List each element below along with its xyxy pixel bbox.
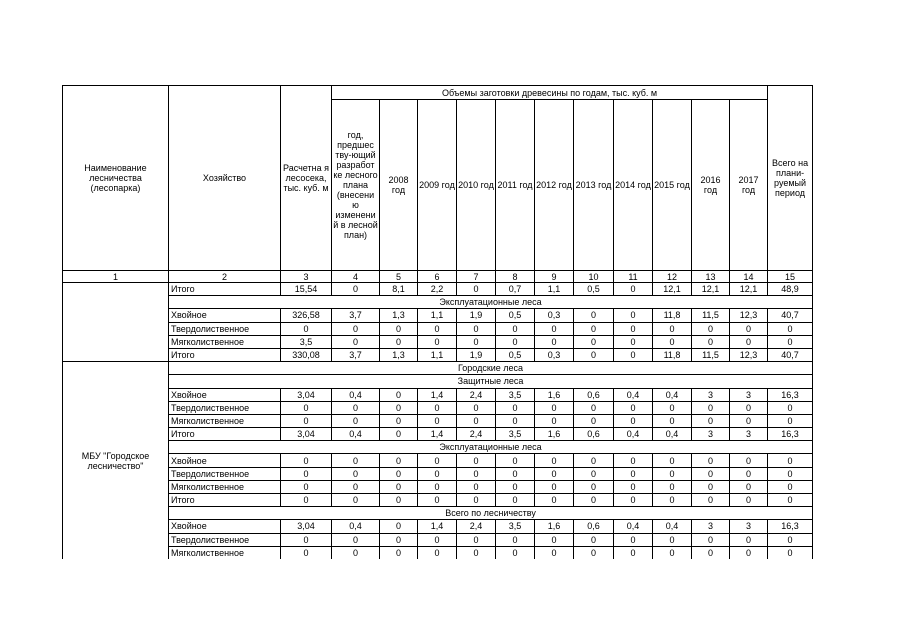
table-row (63, 335, 813, 348)
value-cell: 0 (768, 322, 813, 335)
value-cell: 0 (457, 322, 496, 335)
value-cell: 0 (457, 454, 496, 467)
table-row (63, 428, 813, 441)
value-cell: 11,5 (692, 309, 730, 322)
column-number: 12 (653, 271, 692, 283)
value-cell: 0 (574, 546, 614, 559)
value-cell: 0 (614, 401, 653, 414)
value-cell: 0 (281, 454, 332, 467)
value-cell: 0 (574, 494, 614, 507)
value-cell: 0 (653, 546, 692, 559)
value-cell: 3,7 (332, 348, 380, 361)
table-row (63, 467, 813, 480)
value-cell: 0 (380, 520, 418, 533)
value-cell: 0 (418, 335, 457, 348)
value-cell: 0 (380, 533, 418, 546)
value-cell: 0 (281, 467, 332, 480)
value-cell: 0,4 (653, 428, 692, 441)
farm-type-label: Итого (169, 283, 281, 296)
value-cell: 1,4 (418, 520, 457, 533)
table-row (63, 322, 813, 335)
value-cell: 0 (730, 533, 768, 546)
value-cell: 0 (457, 494, 496, 507)
value-cell: 0 (768, 480, 813, 493)
value-cell: 0 (380, 546, 418, 559)
value-cell: 0,4 (614, 520, 653, 533)
value-cell: 0 (653, 414, 692, 427)
value-cell: 0 (457, 533, 496, 546)
column-number: 13 (692, 271, 730, 283)
value-cell: 0 (653, 533, 692, 546)
column-number: 11 (614, 271, 653, 283)
value-cell: 0 (768, 414, 813, 427)
column-number: 3 (281, 271, 332, 283)
column-number: 1 (63, 271, 169, 283)
forestry-name-cell (63, 283, 169, 362)
value-cell: 0 (653, 322, 692, 335)
value-cell: 0 (768, 335, 813, 348)
value-cell: 0 (418, 414, 457, 427)
section-title: Городские леса (169, 362, 813, 375)
value-cell: 1,6 (535, 520, 574, 533)
value-cell: 0 (692, 494, 730, 507)
value-cell: 0 (730, 494, 768, 507)
value-cell: 0 (653, 467, 692, 480)
value-cell: 1,1 (535, 283, 574, 296)
value-cell: 1,1 (418, 348, 457, 361)
value-cell: 0 (614, 454, 653, 467)
table-row (63, 283, 813, 296)
table-row (63, 401, 813, 414)
value-cell: 1,6 (535, 428, 574, 441)
value-cell: 0 (730, 401, 768, 414)
value-cell: 3,04 (281, 520, 332, 533)
value-cell: 0,3 (535, 309, 574, 322)
value-cell: 0 (768, 533, 813, 546)
value-cell: 2,2 (418, 283, 457, 296)
value-cell: 0 (574, 467, 614, 480)
header-harvest-volumes: Объемы заготовки древесины по годам, тыс. куб. м (332, 86, 768, 100)
header-year: 2009 год (418, 100, 457, 271)
value-cell: 0 (332, 322, 380, 335)
value-cell: 3,5 (281, 335, 332, 348)
value-cell: 40,7 (768, 348, 813, 361)
value-cell: 0,4 (653, 388, 692, 401)
value-cell: 0 (496, 401, 535, 414)
value-cell: 0 (496, 494, 535, 507)
value-cell: 0 (574, 401, 614, 414)
table-row (63, 414, 813, 427)
value-cell: 0 (332, 494, 380, 507)
header-year: 2013 год (574, 100, 614, 271)
value-cell: 0 (418, 480, 457, 493)
farm-type-label: Мягколиственное (169, 480, 281, 493)
value-cell: 0 (730, 414, 768, 427)
value-cell: 0 (574, 480, 614, 493)
value-cell: 0 (768, 546, 813, 559)
table-row (63, 309, 813, 322)
section-title: Защитные леса (169, 375, 813, 388)
value-cell: 11,8 (653, 348, 692, 361)
value-cell: 0 (457, 414, 496, 427)
header-total-period: Всего на плани-руемый период (768, 86, 813, 271)
header-year: 2014 год (614, 100, 653, 271)
section-row (63, 296, 813, 309)
value-cell: 0,4 (614, 428, 653, 441)
value-cell: 0 (730, 480, 768, 493)
farm-type-label: Мягколиственное (169, 414, 281, 427)
value-cell: 40,7 (768, 309, 813, 322)
value-cell: 0 (380, 480, 418, 493)
value-cell: 0 (380, 467, 418, 480)
value-cell: 0,7 (496, 283, 535, 296)
value-cell: 0 (380, 494, 418, 507)
value-cell: 0 (332, 414, 380, 427)
farm-type-label: Хвойное (169, 388, 281, 401)
value-cell: 0 (535, 467, 574, 480)
value-cell: 0,5 (496, 348, 535, 361)
value-cell: 3,04 (281, 388, 332, 401)
value-cell: 3,5 (496, 388, 535, 401)
column-number: 8 (496, 271, 535, 283)
table-row (63, 546, 813, 559)
value-cell: 0 (281, 546, 332, 559)
section-row (63, 362, 813, 375)
value-cell: 1,4 (418, 428, 457, 441)
value-cell: 16,3 (768, 428, 813, 441)
value-cell: 0 (692, 335, 730, 348)
value-cell: 1,3 (380, 309, 418, 322)
value-cell: 0 (614, 348, 653, 361)
value-cell: 1,9 (457, 348, 496, 361)
value-cell: 3 (692, 388, 730, 401)
value-cell: 0 (535, 401, 574, 414)
value-cell: 0 (535, 533, 574, 546)
farm-type-label: Твердолиственное (169, 467, 281, 480)
value-cell: 0 (332, 401, 380, 414)
value-cell: 0 (653, 494, 692, 507)
value-cell: 0 (653, 401, 692, 414)
column-numbers-row (63, 271, 813, 283)
value-cell: 1,6 (535, 388, 574, 401)
value-cell: 0 (418, 322, 457, 335)
value-cell: 0,5 (496, 309, 535, 322)
column-number: 5 (380, 271, 418, 283)
value-cell: 0 (332, 546, 380, 559)
header-year: 2010 год (457, 100, 496, 271)
value-cell: 0 (535, 480, 574, 493)
value-cell: 0 (574, 454, 614, 467)
value-cell: 0 (457, 467, 496, 480)
farm-type-label: Хвойное (169, 454, 281, 467)
value-cell: 3,5 (496, 520, 535, 533)
value-cell: 0 (730, 335, 768, 348)
value-cell: 2,4 (457, 428, 496, 441)
value-cell: 48,9 (768, 283, 813, 296)
value-cell: 0 (418, 401, 457, 414)
table-row (63, 454, 813, 467)
table-row (63, 480, 813, 493)
farm-type-label: Итого (169, 428, 281, 441)
section-row (63, 507, 813, 520)
value-cell: 0,4 (653, 520, 692, 533)
column-number: 2 (169, 271, 281, 283)
value-cell: 0 (692, 546, 730, 559)
value-cell: 0 (380, 401, 418, 414)
header-farm: Хозяйство (169, 86, 281, 271)
value-cell: 0 (730, 454, 768, 467)
value-cell: 0,5 (574, 283, 614, 296)
value-cell: 326,58 (281, 309, 332, 322)
value-cell: 0 (281, 480, 332, 493)
header-year: 2015 год (653, 100, 692, 271)
value-cell: 15,54 (281, 283, 332, 296)
column-number: 7 (457, 271, 496, 283)
value-cell: 0 (380, 454, 418, 467)
value-cell: 0,4 (332, 428, 380, 441)
value-cell: 0 (614, 533, 653, 546)
value-cell: 1,4 (418, 388, 457, 401)
value-cell: 0 (692, 401, 730, 414)
section-row (63, 441, 813, 454)
value-cell: 3 (692, 520, 730, 533)
farm-type-label: Хвойное (169, 520, 281, 533)
value-cell: 0 (457, 546, 496, 559)
value-cell: 0 (730, 467, 768, 480)
value-cell: 0 (730, 546, 768, 559)
value-cell: 1,3 (380, 348, 418, 361)
header-allowable-cut: Расчетна я лесосека, тыс. куб. м (281, 86, 332, 271)
farm-type-label: Итого (169, 494, 281, 507)
farm-type-label: Итого (169, 348, 281, 361)
value-cell: 0 (380, 388, 418, 401)
value-cell: 3 (730, 388, 768, 401)
value-cell: 0 (692, 414, 730, 427)
value-cell: 0 (653, 454, 692, 467)
value-cell: 0,6 (574, 388, 614, 401)
value-cell: 0 (281, 322, 332, 335)
value-cell: 0 (692, 480, 730, 493)
value-cell: 0 (653, 480, 692, 493)
column-number: 9 (535, 271, 574, 283)
value-cell: 0,4 (614, 388, 653, 401)
value-cell: 12,1 (730, 283, 768, 296)
value-cell: 0 (614, 494, 653, 507)
value-cell: 0 (380, 335, 418, 348)
value-cell: 0,4 (332, 520, 380, 533)
value-cell: 0 (653, 335, 692, 348)
value-cell: 0 (281, 414, 332, 427)
value-cell: 0 (380, 322, 418, 335)
value-cell: 3,5 (496, 428, 535, 441)
value-cell: 0 (332, 467, 380, 480)
header-year: 2017 год (730, 100, 768, 271)
value-cell: 16,3 (768, 388, 813, 401)
value-cell: 0 (574, 335, 614, 348)
value-cell: 0 (332, 533, 380, 546)
value-cell: 3 (730, 428, 768, 441)
value-cell: 0 (692, 467, 730, 480)
value-cell: 0 (496, 480, 535, 493)
value-cell: 0 (768, 494, 813, 507)
column-number: 14 (730, 271, 768, 283)
value-cell: 0 (692, 322, 730, 335)
value-cell: 0 (496, 414, 535, 427)
value-cell: 0 (418, 533, 457, 546)
value-cell: 0,3 (535, 348, 574, 361)
value-cell: 0 (496, 454, 535, 467)
table-row (63, 348, 813, 361)
value-cell: 0 (332, 480, 380, 493)
value-cell: 0 (614, 414, 653, 427)
column-number: 4 (332, 271, 380, 283)
header-forestry-name: Наименование лесничества (лесопарка) (63, 86, 169, 271)
value-cell: 0 (332, 335, 380, 348)
header-year: 2012 год (535, 100, 574, 271)
value-cell: 0 (692, 533, 730, 546)
value-cell: 0 (692, 454, 730, 467)
value-cell: 3 (730, 520, 768, 533)
value-cell: 0 (614, 309, 653, 322)
value-cell: 0 (730, 322, 768, 335)
header-year: 2011 год (496, 100, 535, 271)
value-cell: 0 (535, 414, 574, 427)
column-number: 15 (768, 271, 813, 283)
value-cell: 0 (614, 335, 653, 348)
value-cell: 11,8 (653, 309, 692, 322)
value-cell: 0 (768, 467, 813, 480)
value-cell: 1,9 (457, 309, 496, 322)
value-cell: 0 (496, 467, 535, 480)
value-cell: 0 (535, 322, 574, 335)
table-row (63, 520, 813, 533)
value-cell: 0 (535, 454, 574, 467)
value-cell: 0 (418, 467, 457, 480)
section-row (63, 375, 813, 388)
value-cell: 0 (574, 414, 614, 427)
value-cell: 0 (281, 533, 332, 546)
value-cell: 2,4 (457, 520, 496, 533)
value-cell: 0 (281, 401, 332, 414)
farm-type-label: Мягколиственное (169, 335, 281, 348)
value-cell: 0 (614, 480, 653, 493)
value-cell: 330,08 (281, 348, 332, 361)
value-cell: 0 (380, 414, 418, 427)
value-cell: 0 (418, 546, 457, 559)
value-cell: 0 (332, 454, 380, 467)
value-cell: 0 (574, 309, 614, 322)
column-number: 10 (574, 271, 614, 283)
farm-type-label: Твердолиственное (169, 322, 281, 335)
value-cell: 0 (496, 546, 535, 559)
value-cell: 2,4 (457, 388, 496, 401)
value-cell: 0 (332, 283, 380, 296)
value-cell: 0 (535, 335, 574, 348)
value-cell: 0,4 (332, 388, 380, 401)
table-row (63, 494, 813, 507)
value-cell: 0 (574, 348, 614, 361)
value-cell: 0,6 (574, 428, 614, 441)
value-cell: 3,04 (281, 428, 332, 441)
section-title: Всего по лесничеству (169, 507, 813, 520)
section-title: Эксплуатационные леса (169, 296, 813, 309)
value-cell: 1,1 (418, 309, 457, 322)
value-cell: 0 (418, 494, 457, 507)
value-cell: 3 (692, 428, 730, 441)
value-cell: 12,3 (730, 348, 768, 361)
header-previous-year: год, предшес тву-ющий разработ ке лесного плана (внесени ю изменени й в лесной план) (332, 100, 380, 271)
value-cell: 0 (768, 454, 813, 467)
value-cell: 0 (496, 322, 535, 335)
column-number: 6 (418, 271, 457, 283)
value-cell: 0 (380, 428, 418, 441)
value-cell: 0 (281, 494, 332, 507)
value-cell: 0 (496, 533, 535, 546)
forestry-name-cell: МБУ "Городское лесничество" (63, 362, 169, 559)
table-row (63, 388, 813, 401)
header-year: 2016 год (692, 100, 730, 271)
farm-type-label: Твердолиственное (169, 533, 281, 546)
value-cell: 0 (457, 480, 496, 493)
value-cell: 0 (535, 546, 574, 559)
value-cell: 12,1 (692, 283, 730, 296)
value-cell: 8,1 (380, 283, 418, 296)
value-cell: 0 (614, 467, 653, 480)
value-cell: 12,1 (653, 283, 692, 296)
value-cell: 0 (614, 322, 653, 335)
value-cell: 0 (574, 322, 614, 335)
value-cell: 0 (418, 454, 457, 467)
value-cell: 0 (614, 283, 653, 296)
harvest-volume-table (62, 85, 813, 559)
header-year: 2008 год (380, 100, 418, 271)
farm-type-label: Твердолиственное (169, 401, 281, 414)
value-cell: 0 (574, 533, 614, 546)
value-cell: 16,3 (768, 520, 813, 533)
value-cell: 0 (614, 546, 653, 559)
value-cell: 0,6 (574, 520, 614, 533)
section-title: Эксплуатационные леса (169, 441, 813, 454)
value-cell: 0 (496, 335, 535, 348)
value-cell: 0 (768, 401, 813, 414)
value-cell: 0 (457, 283, 496, 296)
farm-type-label: Мягколиственное (169, 546, 281, 559)
farm-type-label: Хвойное (169, 309, 281, 322)
value-cell: 0 (457, 401, 496, 414)
value-cell: 11,5 (692, 348, 730, 361)
value-cell: 3,7 (332, 309, 380, 322)
value-cell: 12,3 (730, 309, 768, 322)
value-cell: 0 (457, 335, 496, 348)
table-row (63, 533, 813, 546)
value-cell: 0 (535, 494, 574, 507)
